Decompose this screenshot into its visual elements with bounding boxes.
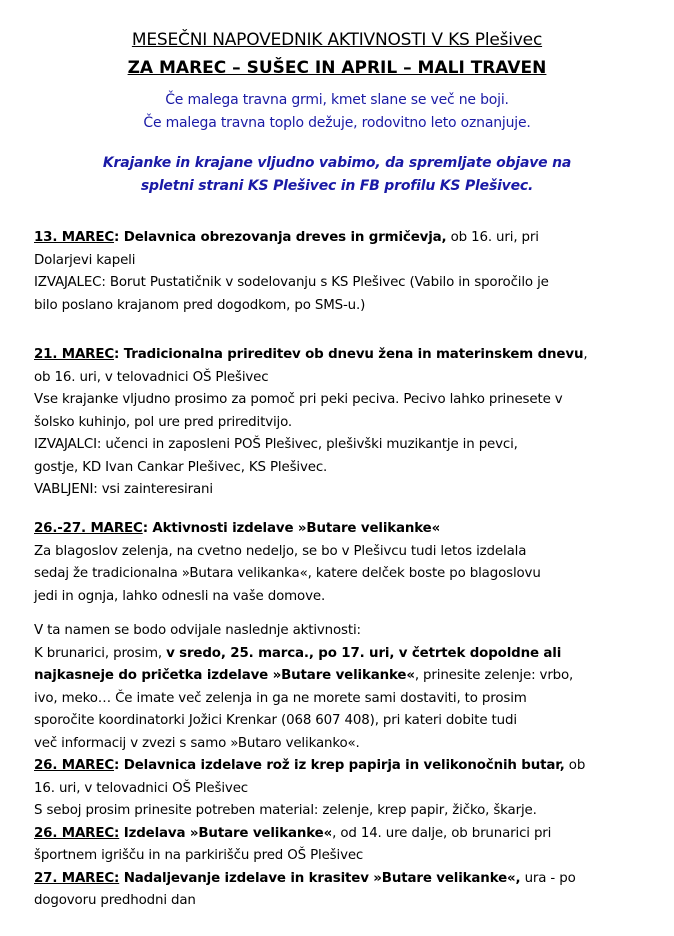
event-march-21: 21. MAREC: Tradicionalna prireditev ob dnevu žena in materinskem dnevu, ob 16. uri, v telovadnici OŠ Plešivec Vse krajanke vljudno prosimo za pomoč pri peki peciva. Pecivo lahko prinesete v šolsko kuhinjo, pol ure pred prireditvijo. IZVAJALCI: učenci in zaposleni POŠ Plešivec, plešivški muzikantje in pevci, gostje, KD Ivan Cankar Plešivec, KS Plešivec. VABLJENI: vsi zainteresirani <box>34 344 640 502</box>
event-date: 13. MAREC <box>34 230 115 245</box>
event-description-end: jedi in ognja, lahko odnesli na vaše domove. <box>34 588 326 604</box>
document-subtitle: ZA MAREC – SUŠEC IN APRIL – MALI TRAVEN <box>127 58 547 78</box>
event-date: 27. MAREC: <box>34 870 120 886</box>
event-date: 26. MAREC <box>34 758 115 773</box>
saying-line-2: Če malega travna toplo dežuje, rodovitno leto oznanjuje. <box>143 115 531 131</box>
document-title: MESEČNI NAPOVEDNIK AKTIVNOSTI V KS Plešivec <box>131 30 543 50</box>
event-time: ob 16. uri, pri <box>446 230 539 245</box>
event-description-cont: šolsko kuhinjo, pol ure pred prireditvijo. <box>34 414 293 430</box>
event-march-26-workshop: 26. MAREC: Delavnica izdelave rož iz krep papirja in velikonočnih butar, ob <box>34 758 586 773</box>
activities-section: V ta namen se bodo odvijale naslednje aktivnosti: K brunarici, prosim, v sredo, 25. marca., po 17. uri, v četrtek dopoldne ali najkasneje do pričetka izdelave »Butare velikanke«, prinesite zelenje: vrbo, ivo, meko… Če imate več zelenja in ga ne morete sami dostaviti, to prosim sporočite koordinatorki Jožici Krenkar (068 607 408), pri kateri dobite tudi več informacij v zvezi s samo »Butaro velikanko«. 26. MAREC: Delavnica izdelave rož iz krep papirja in velikonočnih butar, ob 16. uri, v telovadnici OŠ Plešivec S seboj prosim prinesite potreben material: zelenje, krep papir, žičko, škarje. 26. MAREC: Izdelava »Butare velikanke«, od 14. ure dalje, ob brunarici pri športnem igrišču in na parkirišču pred OŠ Plešivec 27. MAREC: Nadaljevanje izdelave in krasitev »Butare velikanke«, ura - po dogovoru predhodni dan <box>34 620 640 913</box>
event-march-27: 27. MAREC: Nadaljevanje izdelave in krasitev »Butare velikanke«, ura - po <box>34 870 576 886</box>
activities-intro: V ta namen se bodo odvijale naslednje aktivnosti: <box>34 623 361 638</box>
event-location: Dolarjevi kapeli <box>34 252 136 268</box>
invite-line-2: spletni strani KS Plešivec in FB profilu KS Plešivec. <box>140 178 534 194</box>
event-performers-cont: gostje, KD Ivan Cankar Plešivec, KS Plešivec. <box>34 459 328 475</box>
event-performers: IZVAJALCI: učenci in zaposleni POŠ Plešivec, plešivški muzikantje in pevci, <box>34 437 518 452</box>
event-organizer: IZVAJALEC: Borut Pustatičnik v sodelovanju s KS Plešivec (Vabilo in sporočilo je <box>34 275 549 290</box>
event-march-26-butara: 26. MAREC: Izdelava »Butare velikanke«, od 14. ure dalje, ob brunarici pri <box>34 825 552 841</box>
event-note: bilo poslano krajanom pred dogodkom, po SMS-u.) <box>34 297 366 313</box>
event-invited: VABLJENI: vsi zainteresirani <box>34 482 213 497</box>
event-title: Nadaljevanje izdelave in krasitev »Butare velikanke«, <box>123 870 521 886</box>
event-date: 26.-27. MAREC <box>34 521 143 536</box>
event-title: Izdelava »Butare velikanke« <box>123 825 333 841</box>
event-title: Aktivnosti izdelave »Butare velikanke« <box>152 521 441 536</box>
event-date: 21. MAREC <box>34 347 115 362</box>
event-time-location: ob 16. uri, v telovadnici OŠ Plešivec <box>34 369 269 385</box>
event-title: Tradicionalna prireditev ob dnevu žena in materinskem dnevu <box>123 347 584 362</box>
event-description: Vse krajanke vljudno prosimo za pomoč pri peki peciva. Pecivo lahko prinesete v <box>34 392 563 407</box>
materials-note: S seboj prosim prinesite potreben material: zelenje, krep papir, žičko, škarje. <box>34 803 537 818</box>
saying-line-1: Če malega travna grmi, kmet slane se več ne boji. <box>165 92 509 108</box>
event-date: 26. MAREC: <box>34 825 120 841</box>
event-march-13: 13. MAREC: Delavnica obrezovanja dreves in grmičevja, ob 16. uri, pri Dolarjevi kapeli IZVAJALEC: Borut Pustatičnik v sodelovanju s KS Plešivec (Vabilo in sporočilo je bilo poslano krajanom pred dogodkom, po SMS-u.) <box>34 227 640 317</box>
coordinator-contact: sporočite koordinatorki Jožici Krenkar (068 607 408), pri kateri dobite tudi <box>34 713 517 728</box>
event-march-26-27: 26.-27. MAREC: Aktivnosti izdelave »Butare velikanke« Za blagoslov zelenja, na cvetno nedeljo, se bo v Plešivcu tudi letos izdelala sedaj že tradicionalna »Butara velikanka«, katere delček boste po blagoslovu jedi in ognja, lahko odnesli na vaše domove. <box>34 518 640 608</box>
invite-line-1: Krajanke in krajane vljudno vabimo, da spremljate objave na <box>102 155 572 171</box>
event-description: Za blagoslov zelenja, na cvetno nedeljo, se bo v Plešivcu tudi letos izdelala <box>34 543 527 559</box>
event-title: Delavnica obrezovanja dreves in grmičevja, <box>123 230 447 245</box>
delivery-time: v sredo, 25. marca., po 17. uri, v četrtek dopoldne ali <box>166 645 562 661</box>
event-description-cont: sedaj že tradicionalna »Butara velikanka«, katere delček boste po blagoslovu <box>34 566 541 581</box>
event-title: Delavnica izdelave rož iz krep papirja in velikonočnih butar, <box>123 758 565 773</box>
